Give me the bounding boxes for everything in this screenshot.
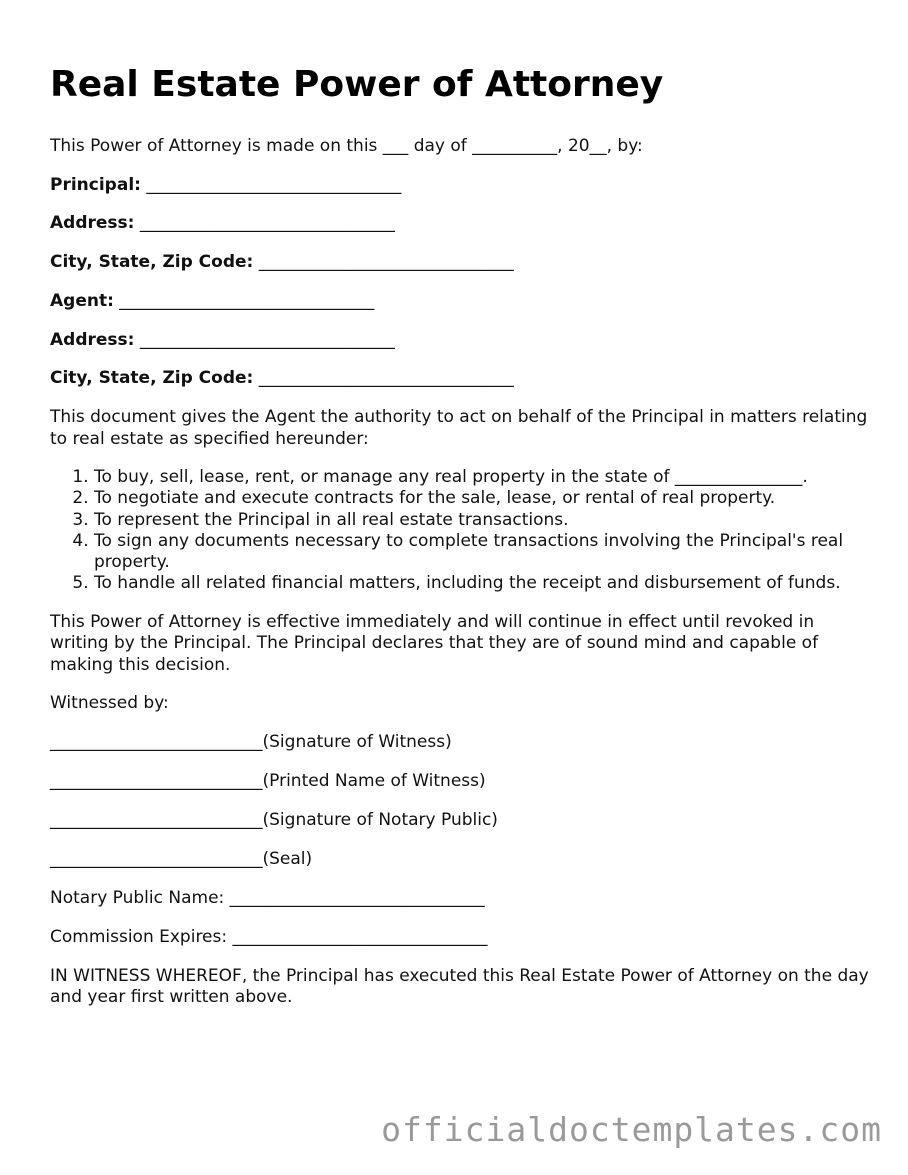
agent-address-field — [50, 330, 870, 352]
blank-line: _________________________ — [50, 848, 263, 869]
field-label: City, State, Zip Code: — [50, 252, 254, 273]
notary-signature-line — [50, 810, 870, 832]
agent-city-field — [50, 368, 870, 390]
blank-line: ______________________________ — [232, 926, 488, 947]
field-label: Notary Public Name: — [50, 887, 225, 908]
closing-paragraph: IN WITNESS WHEREOF, the Principal has executed this Real Estate Power of Attorney on the day and year first written above. — [50, 965, 869, 1007]
power-item: 5. To handle all related financial matters, including the receipt and disbursement of funds. — [94, 573, 870, 594]
principal-city-field — [50, 252, 870, 274]
watermark-text: officialdoctemplates.com — [381, 1110, 882, 1149]
field-label: Address: — [50, 329, 135, 350]
power-item: 3. To represent the Principal in all real estate transactions. — [94, 510, 870, 531]
principal-address-field — [50, 213, 870, 235]
blank-line: _________________________ — [50, 809, 263, 830]
blank-line: ______________________________ — [119, 290, 375, 311]
signature-label: (Signature of Notary Public) — [262, 809, 498, 830]
blank-line: _________________________ — [50, 770, 263, 791]
blank-line: _________________________ — [50, 731, 263, 752]
document-page — [50, 60, 870, 1026]
field-label: Commission Expires: — [50, 926, 228, 947]
witness-signature-line — [50, 732, 870, 754]
witnessed-by-label: Witnessed by: — [50, 693, 169, 713]
signature-label: (Printed Name of Witness) — [262, 770, 486, 791]
blank-line: ______________________________ — [258, 252, 514, 273]
field-label: Principal: — [50, 174, 141, 195]
field-label: City, State, Zip Code: — [50, 368, 254, 389]
seal-line — [50, 849, 870, 871]
principal-name-field — [50, 175, 870, 197]
blank-line: ______________________________ — [229, 887, 485, 908]
powers-list — [50, 467, 870, 594]
power-item: 2. To negotiate and execute contracts for the sale, lease, or rental of real property. — [94, 488, 870, 509]
document-title: Real Estate Power of Attorney — [50, 64, 664, 105]
power-item: 4. To sign any documents necessary to complete transactions involving the Principal's real property. — [94, 531, 870, 573]
intro-line: This Power of Attorney is made on this ___ day of __________, 20__, by: — [50, 136, 643, 156]
signature-label: (Signature of Witness) — [262, 731, 452, 752]
blank-line: ______________________________ — [146, 174, 402, 195]
field-label: Address: — [50, 213, 135, 234]
witness-printed-name-line — [50, 771, 870, 793]
notary-name-field — [50, 888, 870, 910]
effective-paragraph: This Power of Attorney is effective immediately and will continue in effect until revoked in writing by the Principal. The Principal declares that they are of sound mind and capable of making this decision. — [50, 611, 819, 675]
power-item: 1. To buy, sell, lease, rent, or manage any real property in the state of _______________. — [94, 467, 870, 488]
signature-label: (Seal) — [262, 848, 313, 869]
agent-name-field — [50, 291, 870, 313]
blank-line: ______________________________ — [258, 368, 514, 389]
blank-line: ______________________________ — [139, 213, 395, 234]
blank-line: ______________________________ — [139, 329, 395, 350]
field-label: Agent: — [50, 290, 114, 311]
authority-paragraph: This document gives the Agent the authority to act on behalf of the Principal in matters relating to real estate as specified hereunder: — [50, 407, 868, 449]
commission-expires-field — [50, 927, 870, 949]
